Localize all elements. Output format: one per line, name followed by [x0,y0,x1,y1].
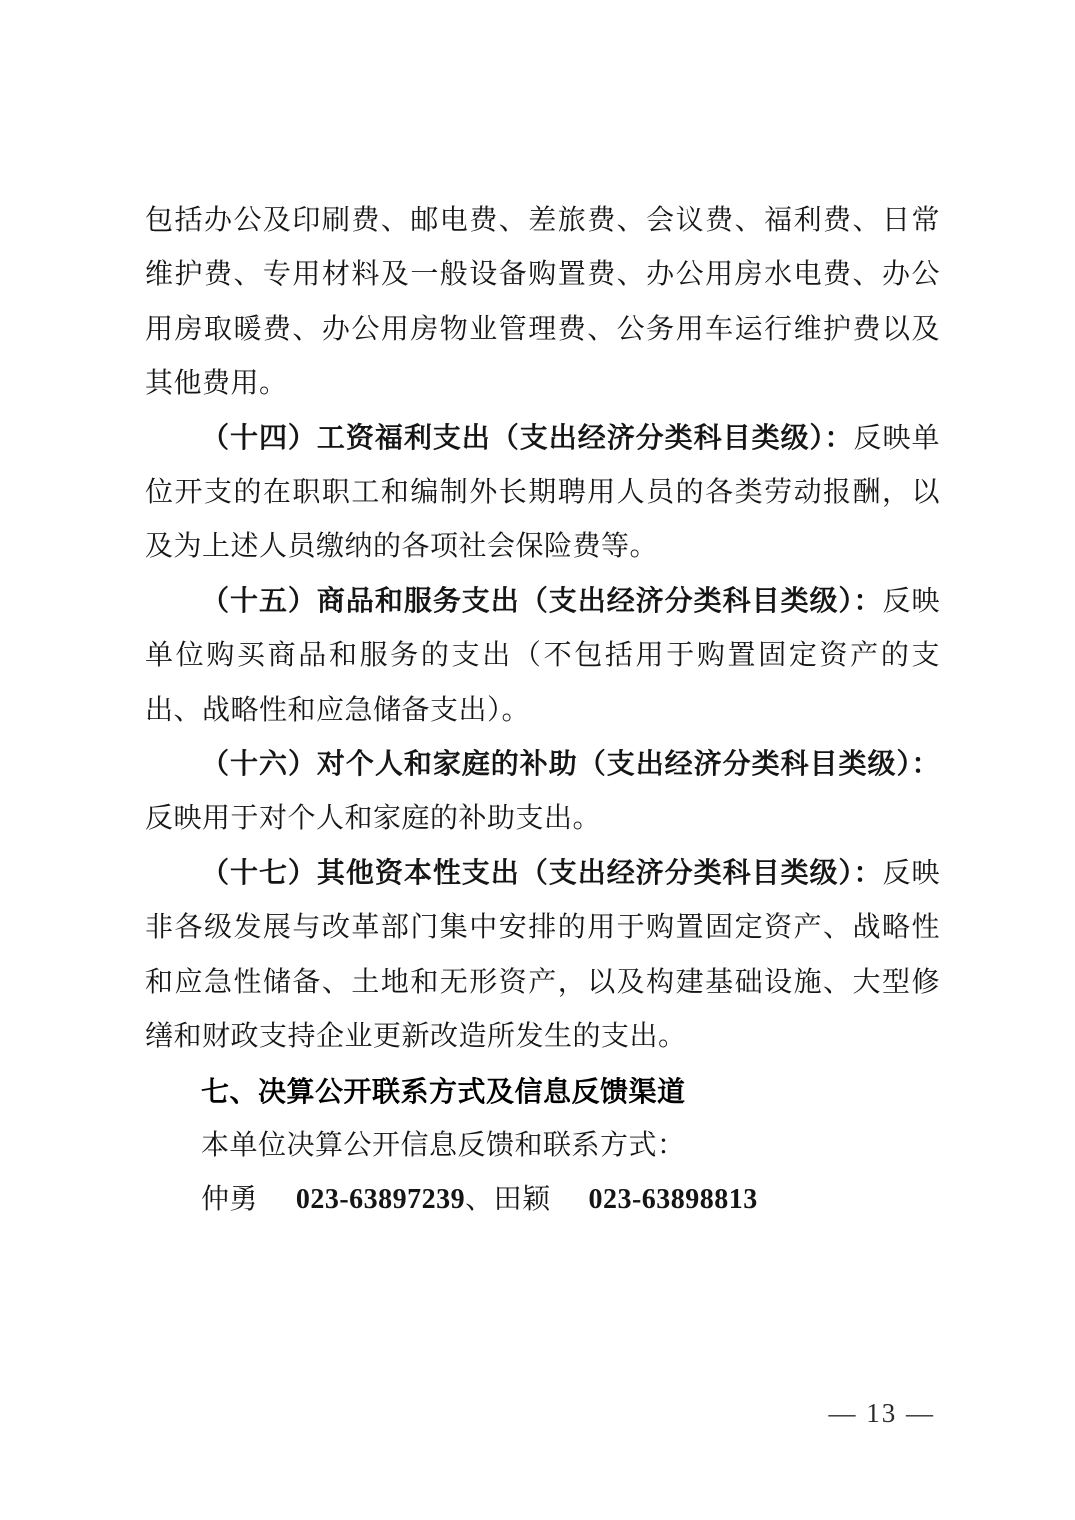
paragraph-item-16 [145,738,940,847]
page-number: — 13 — [828,1398,935,1428]
paragraph-item-17-body: 反映非各级发展与改革部门集中安排的用于购置固定资产、战略性和应急性储备、土地和无形资产，以及构建基础设施、大型修缮和财政支持企业更新改造所发生的支出。 [145,857,940,1053]
contact-line [145,1173,940,1227]
paragraph-item-14-body: 反映单位开支的在职职工和编制外长期聘用人员的各类劳动报酬，以及为上述人员缴纳的各项社会保险费等。 [145,422,940,563]
contact-phone-1: 023-63897239 [295,1184,466,1216]
contact-phone-2: 023-63898813 [588,1184,758,1216]
contact-name-2: 田颖 [493,1184,551,1216]
paragraph-item-15-body: 反映单位购买商品和服务的支出（不包括用于购置固定资产的支出、战略性和应急储备支出）。 [145,585,940,726]
section-heading: 七、决算公开联系方式及信息反馈渠道 [201,1075,686,1107]
contact-name-1: 仲勇 [201,1184,259,1216]
paragraph-item-17 [145,847,940,1065]
paragraph-item-15 [145,575,940,738]
paragraph-item-14 [145,412,940,575]
paragraph-item-17-lead: （十七）其他资本性支出（支出经济分类科目类级）： [201,857,883,889]
paragraph-item-16-body: 反映用于对个人和家庭的补助支出。 [145,803,602,835]
paragraph-item-16-lead: （十六）对个人和家庭的补助（支出经济分类科目类级）： [201,749,940,781]
paragraph-item-14-lead: （十四）工资福利支出（支出经济分类科目类级）： [201,422,854,454]
contact-intro: 本单位决算公开信息反馈和联系方式： [201,1129,686,1161]
document-body [145,194,940,1228]
contact-separator: 、 [465,1184,494,1216]
paragraph-item-15-lead: （十五）商品和服务支出（支出经济分类科目类级）： [201,585,883,617]
paragraph-continuation: 包括办公及印刷费、邮电费、差旅费、会议费、福利费、日常维护费、专用材料及一般设备购置费、办公用房水电费、办公用房取暖费、办公用房物业管理费、公务用车运行维护费以及其他费用。 [145,205,940,400]
